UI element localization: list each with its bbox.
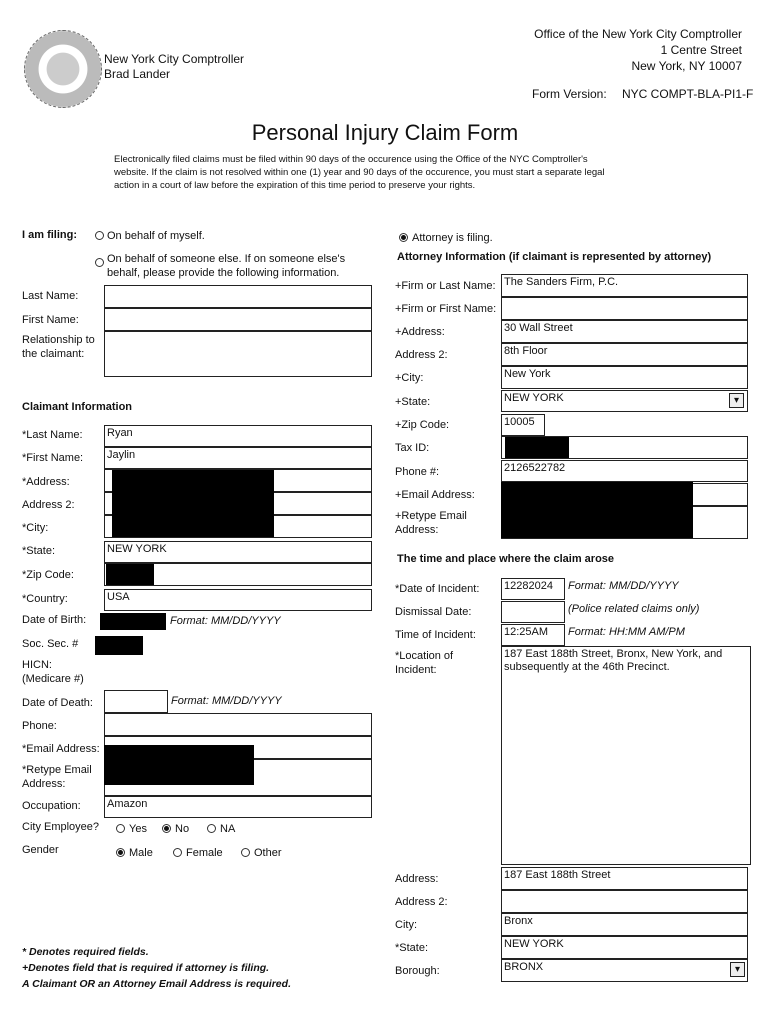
incident-city-label: City: xyxy=(395,919,417,931)
claimant-country-label: *Country: xyxy=(22,593,68,605)
incident-date-input[interactable]: 12282024 xyxy=(501,578,565,600)
city-employee-yes-radio[interactable] xyxy=(116,824,125,833)
filing-attorney-radio[interactable] xyxy=(399,233,408,242)
claimant-first-name-label: *First Name: xyxy=(22,452,84,464)
attorney-state-select[interactable]: NEW YORK xyxy=(501,390,748,412)
redaction-claimant-dob xyxy=(100,613,166,630)
claimant-state-select[interactable]: NEW YORK xyxy=(104,541,372,563)
note-attorney-required: +Denotes field that is required if attorney is filing. xyxy=(22,962,270,974)
attorney-retype-email-label-1: +Retype Email xyxy=(395,510,467,522)
borough-dropdown-icon[interactable]: ▾ xyxy=(730,962,745,977)
claimant-retype-email-label-2: Address: xyxy=(22,778,66,790)
claimant-hicn-label-2: (Medicare #) xyxy=(22,673,84,685)
onbehalf-relationship-label-1: Relationship to xyxy=(22,334,95,346)
attorney-address-label: +Address: xyxy=(395,326,445,338)
attorney-zip-input[interactable]: 10005 xyxy=(501,414,545,436)
incident-city-input[interactable]: Bronx xyxy=(501,913,748,936)
filing-attorney-label: Attorney is filing. xyxy=(412,232,493,244)
claimant-phone-label: Phone: xyxy=(22,720,57,732)
attorney-email-label: +Email Address: xyxy=(395,489,475,501)
attorney-address2-label: Address 2: xyxy=(395,349,448,361)
header-office-line3: New York, NY 10007 xyxy=(631,59,742,73)
claimant-first-name-input[interactable]: Jaylin xyxy=(104,447,372,469)
incident-borough-label: Borough: xyxy=(395,965,440,977)
city-employee-no-label: No xyxy=(175,823,190,835)
filing-else-radio[interactable] xyxy=(95,258,104,267)
dismissal-date-label: Dismissal Date: xyxy=(395,606,472,618)
form-version-label: Form Version: xyxy=(532,87,607,101)
claimant-city-label: *City: xyxy=(22,522,49,534)
onbehalf-first-name-label: First Name: xyxy=(22,314,79,326)
incident-time-input[interactable]: 12:25AM xyxy=(501,624,565,646)
claimant-state-label: *State: xyxy=(22,545,56,557)
city-employee-yes-label: Yes xyxy=(129,823,147,835)
gender-female-label: Female xyxy=(186,847,223,859)
attorney-firm-last-input[interactable]: The Sanders Firm, P.C. xyxy=(501,274,748,297)
onbehalf-relationship-label-2: the claimant: xyxy=(22,348,85,360)
incident-address-input[interactable]: 187 East 188th Street xyxy=(501,867,748,890)
form-version-value: NYC COMPT-BLA-PI1-F xyxy=(622,87,754,101)
claimant-country-select[interactable]: USA xyxy=(104,589,372,611)
incident-heading: The time and place where the claim arose xyxy=(397,553,615,565)
header-office-name: New York City Comptroller xyxy=(104,52,245,66)
attorney-firm-first-input[interactable] xyxy=(501,297,748,320)
gender-label: Gender xyxy=(22,844,59,856)
onbehalf-relationship-input[interactable] xyxy=(104,331,372,377)
claimant-dob-label: Date of Birth: xyxy=(22,614,87,626)
attorney-taxid-label: Tax ID: xyxy=(395,442,430,454)
incident-location-textarea[interactable]: 187 East 188th Street, Bronx, New York, and subsequently at the 46th Precinct. xyxy=(501,646,751,865)
gender-other-radio[interactable] xyxy=(241,848,250,857)
redaction-attorney-taxid xyxy=(505,437,569,458)
attorney-firm-last-label: +Firm or Last Name: xyxy=(395,280,496,292)
attorney-zip-label: +Zip Code: xyxy=(395,419,450,431)
attorney-firm-first-label: +Firm or First Name: xyxy=(395,303,497,315)
claimant-dod-label: Date of Death: xyxy=(22,697,93,709)
claimant-dod-format: Format: MM/DD/YYYY xyxy=(171,695,282,707)
attorney-city-input[interactable]: New York xyxy=(501,366,748,389)
attorney-state-dropdown-icon[interactable]: ▾ xyxy=(729,393,744,408)
claimant-heading: Claimant Information xyxy=(22,401,133,413)
dismissal-note: (Police related claims only) xyxy=(568,603,700,615)
incident-location-label-1: *Location of xyxy=(395,650,454,662)
incident-date-label: *Date of Incident: xyxy=(395,583,480,595)
attorney-address-input[interactable]: 30 Wall Street xyxy=(501,320,748,343)
attorney-state-label: +State: xyxy=(395,396,431,408)
claimant-address-label: *Address: xyxy=(22,476,70,488)
redaction-claimant-zip xyxy=(106,564,154,585)
claimant-hicn-label-1: HICN: xyxy=(22,659,52,671)
attorney-retype-email-label-2: Address: xyxy=(395,524,439,536)
city-employee-na-radio[interactable] xyxy=(207,824,216,833)
onbehalf-last-name-label: Last Name: xyxy=(22,290,79,302)
claimant-dod-input[interactable] xyxy=(104,690,168,713)
attorney-address2-input[interactable]: 8th Floor xyxy=(501,343,748,366)
gender-male-radio[interactable] xyxy=(116,848,125,857)
attorney-phone-input[interactable]: 2126522782 xyxy=(501,460,748,482)
incident-borough-select[interactable]: BRONX xyxy=(501,959,748,982)
city-employee-label: City Employee? xyxy=(22,821,100,833)
onbehalf-last-name-input[interactable] xyxy=(104,285,372,308)
gender-male-label: Male xyxy=(129,847,153,859)
gender-female-radio[interactable] xyxy=(173,848,182,857)
incident-time-format: Format: HH:MM AM/PM xyxy=(568,626,685,638)
claimant-occupation-input[interactable]: Amazon xyxy=(104,796,372,818)
note-email-required: A Claimant OR an Attorney Email Address is required. xyxy=(22,978,291,990)
filing-self-label: On behalf of myself. xyxy=(107,230,205,242)
header-office-line1: Office of the New York City Comptroller xyxy=(534,27,742,41)
claimant-occupation-label: Occupation: xyxy=(22,800,81,812)
redaction-claimant-address xyxy=(112,470,274,537)
claimant-retype-email-label-1: *Retype Email xyxy=(22,764,92,776)
city-employee-no-radio[interactable] xyxy=(162,824,171,833)
gender-other-label: Other xyxy=(254,847,282,859)
claimant-address2-label: Address 2: xyxy=(22,499,75,511)
redaction-claimant-email xyxy=(104,745,254,785)
filing-label: I am filing: xyxy=(22,229,77,241)
intro-line2: website. If the claim is not resolved within one (1) year and 90 days of the occurence, you must start a separate legal xyxy=(114,167,605,178)
attorney-city-label: +City: xyxy=(395,372,424,384)
claimant-last-name-label: *Last Name: xyxy=(22,429,83,441)
incident-date-format: Format: MM/DD/YYYY xyxy=(568,580,679,592)
intro-line3: action in a court of law before the expiration of this time period to preserve your rights. xyxy=(114,180,476,191)
intro-line1: Electronically filed claims must be filed within 90 days of the occurence using the Office of the NYC Comptroller's xyxy=(114,154,588,165)
incident-address2-label: Address 2: xyxy=(395,896,448,908)
claimant-email-label: *Email Address: xyxy=(22,743,100,755)
claimant-phone-input[interactable] xyxy=(104,713,372,736)
attorney-phone-label: Phone #: xyxy=(395,466,440,478)
header-comptroller-name: Brad Lander xyxy=(104,67,171,81)
redaction-claimant-ssn xyxy=(95,636,143,655)
incident-state-select[interactable]: NEW YORK xyxy=(501,936,748,959)
filing-self-radio[interactable] xyxy=(95,231,104,240)
city-employee-na-label: NA xyxy=(220,823,236,835)
filing-else-label-2: behalf, please provide the following information. xyxy=(107,267,340,279)
redaction-attorney-email xyxy=(501,482,693,538)
comptroller-seal-logo xyxy=(24,30,102,108)
note-required: * Denotes required fields. xyxy=(22,946,149,958)
claimant-zip-label: *Zip Code: xyxy=(22,569,74,581)
incident-state-label: *State: xyxy=(395,942,429,954)
incident-address2-input[interactable] xyxy=(501,890,748,913)
filing-else-label-1: On behalf of someone else. If on someone else's xyxy=(107,253,346,265)
claimant-last-name-input[interactable]: Ryan xyxy=(104,425,372,447)
onbehalf-first-name-input[interactable] xyxy=(104,308,372,331)
header-office-line2: 1 Centre Street xyxy=(660,43,742,57)
page-title: Personal Injury Claim Form xyxy=(251,120,519,145)
attorney-heading: Attorney Information (if claimant is represented by attorney) xyxy=(397,251,712,263)
incident-location-label-2: Incident: xyxy=(395,664,437,676)
claimant-dob-format: Format: MM/DD/YYYY xyxy=(170,615,281,627)
incident-address-label: Address: xyxy=(395,873,439,885)
incident-time-label: Time of Incident: xyxy=(395,629,476,641)
claimant-ssn-label: Soc. Sec. # xyxy=(22,638,79,650)
dismissal-date-input[interactable] xyxy=(501,601,565,623)
